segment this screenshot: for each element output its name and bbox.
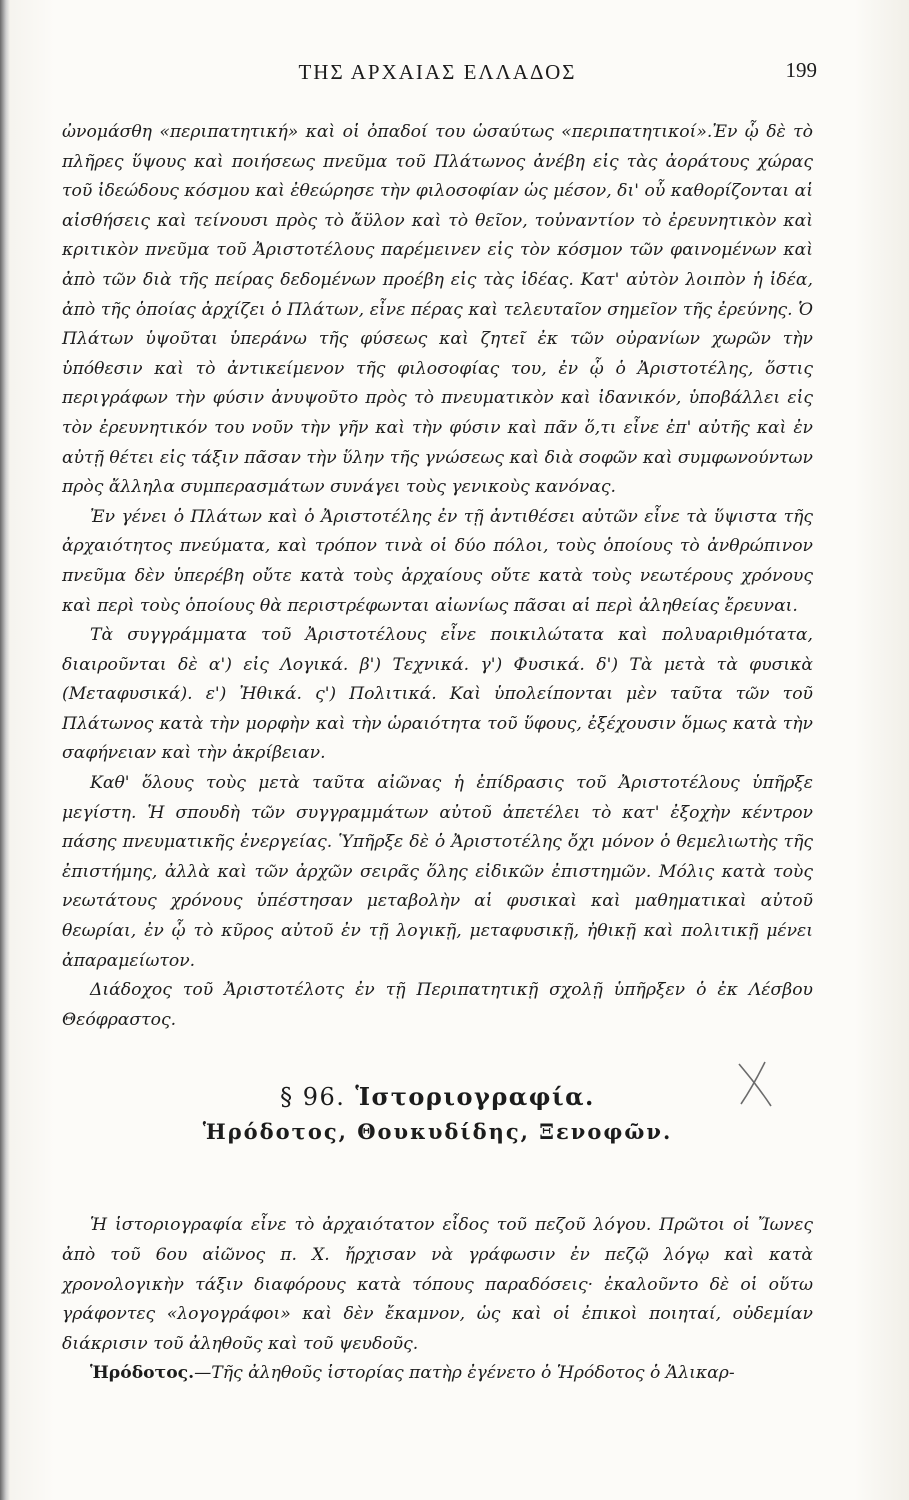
paragraph-herodotus xyxy=(62,1359,813,1389)
section-subtitle: Ἡρόδοτος, Θουκυδίδης, Ξενοφῶν. xyxy=(202,1119,673,1145)
pencil-mark-icon xyxy=(735,1058,775,1110)
herodotus-text: —Τῆς ἀληθοῦς ἱστορίας πατὴρ ἐγένετο ὁ Ἡρόδοτος ὁ Ἁλικαρ- xyxy=(194,1363,735,1384)
paragraph-successor: Διάδοχος τοῦ Ἀριστοτέλοτς ἐν τῇ Περιπατητικῇ σχολῇ ὑπῆρξεν ὁ ἐκ Λέσβου Θεόφραστος. xyxy=(62,980,813,1030)
paragraph-peripatetic: ὠνομάσθη «περιπατητική» καὶ οἱ ὀπαδοί του ὡσαύτως «περιπατητικοί».Ἐν ᾧ δὲ τὸ πλῆρες ὕψους καὶ ποιήσεως πνεῦμα τοῦ Πλάτωνος ἀνέβη εἰς τὰς ἀοράτους χώρας τοῦ ἰδεώδους κόσμου καὶ ἐθεώρησε τὴν φιλοσοφίαν ὡς μέσον, δι' οὗ καθορίζονται αἱ αἰσθήσεις καὶ τείνουσι πρὸς τὸ ἄϋλον καὶ τὸ θεῖον, τοὐναντίον τὸ ἐρευνητικὸν καὶ κριτικὸν πνεῦμα τοῦ Ἀριστοτέλους παρέμεινεν εἰς τὸν κόσμον τῶν φαινομένων καὶ ἀπὸ τῶν διὰ τῆς πείρας δεδομένων προέβη εἰς τὰς ἰδέας. Κατ' αὐτὸν λοιπὸν ἡ ἰδέα, ἀπὸ τῆς ὁποίας ἀρχίζει ὁ Πλάτων, εἶνε πέρας καὶ τελευταῖον σημεῖον τῆς ἐρεύνης. Ὁ Πλάτων ὑψοῦται ὑπεράνω τῆς φύσεως καὶ ζητεῖ ἐκ τῶν οὐρανίων χωρῶν τὴν ὑπόθεσιν καὶ τὸ ἀντικείμενον τῆς φιλοσοφίας του, ἐν ᾧ ὁ Ἀριστοτέλης, ὅστις περιγράφων τὴν φύσιν ἀνυψοῦτο πρὸς τὸ πνευματικὸν καὶ ἰδανικόν, ὑποβάλλει εἰς τὸν ἐρευνητικόν του νοῦν τὴν γῆν καὶ τὴν φύσιν καὶ πᾶν ὅ,τι εἶνε ἐπ' αὐτῆς καὶ ἐν αὐτῇ θέτει εἰς τάξιν πᾶσαν τὴν ὕλην τῆς γνώσεως καὶ διὰ σοφῶν καὶ συμφωνούντων πρὸς ἄλληλα συμπερασμάτων συνάγει τοὺς γενικοὺς κανόνας. xyxy=(62,122,813,498)
page-number: 199 xyxy=(785,58,817,82)
section-title: Ἱστοριογραφία. xyxy=(355,1082,595,1112)
paragraph-influence: Καθ' ὅλους τοὺς μετὰ ταῦτα αἰῶνας ἡ ἐπίδρασις τοῦ Ἀριστοτέλους ὑπῆρξε μεγίστη. Ἡ σπουδὴ τῶν συγγραμμάτων αὐτοῦ ἀπετέλει τὸ κατ' ἐξοχὴν κέντρον πάσης πνευματικῆς ἐνεργείας. Ὑπῆρξε δὲ ὁ Ἀριστοτέλης ὄχι μόνον ὁ θεμελιωτὴς τῆς ἐπιστήμης, ἀλλὰ καὶ τῶν ἀρχῶν σειρᾶς ὅλης εἰδικῶν ἐπιστημῶν. Μόλις κατὰ τοὺς νεωτάτους χρόνους ὑπέστησαν μεταβολὴν αἱ φυσικαὶ καὶ μαθηματικαὶ αὐτοῦ θεωρίαι, ἐν ᾧ τὸ κῦρος αὐτοῦ ἐν τῇ λογικῇ, μεταφυσικῇ, ἠθικῇ καὶ πολιτικῇ μένει ἀπαραμείωτον. xyxy=(62,773,813,971)
paragraph-historiography: Ἡ ἱστοριογραφία εἶνε τὸ ἀρχαιότατον εἶδος τοῦ πεζοῦ λόγου. Πρῶτοι οἱ Ἴωνες ἀπὸ τοῦ 6ου αἰῶνος π. Χ. ἤρχισαν νὰ γράφωσιν ἐν πεζῷ λόγῳ καὶ κατὰ χρονολογικὴν τάξιν διαφόρους κατὰ τόπους παραδόσεις· ἐκαλοῦντο δὲ οἱ οὕτω γράφοντες «λογογράφοι» καὶ δὲν ἔκαμνον, ὡς καὶ οἱ ἐπικοὶ ποιηταί, οὐδεμίαν διάκρισιν τοῦ ἀληθοῦς καὶ τοῦ ψευδοῦς. xyxy=(62,1215,813,1354)
paragraph-plato-aristotle: Ἐν γένει ὁ Πλάτων καὶ ὁ Ἀριστοτέλης ἐν τῇ ἀντιθέσει αὐτῶν εἶνε τὰ ὕψιστα τῆς ἀρχαιότητος πνεύματα, καὶ τρόπον τινὰ οἱ δύο πόλοι, τοὺς ὁποίους τὸ ἀνθρώπινον πνεῦμα δὲν ὑπερέβη οὔτε κατὰ τοὺς ἀρχαίους οὔτε κατὰ τοὺς νεωτέρους χρόνους καὶ περὶ τοὺς ὁποίους θὰ περιστρέφωνται αἰωνίως πᾶσαι αἱ περὶ ἀληθείας ἔρευναι. xyxy=(62,506,813,616)
running-title: ΤΗΣ ΑΡΧΑΙΑΣ ΕΛΛΑΔΟΣ xyxy=(298,60,577,84)
section-number: § 96. xyxy=(280,1083,346,1112)
herodotus-lead: Ἡρόδοτος. xyxy=(90,1363,195,1384)
paragraph-writings: Τὰ συγγράμματα τοῦ Ἀριστοτέλους εἶνε ποικιλώτατα καὶ πολυαριθμότατα, διαιροῦνται δὲ α') εἰς Λογικά. β') Τεχνικά. γ') Φυσικά. δ') Τὰ μετὰ τὰ φυσικὰ (Μεταφυσικά). ε') Ἠθικά. ς') Πολιτικά. Καὶ ὑπολείπονται μὲν ταῦτα τῶν τοῦ Πλάτωνος κατὰ τὴν μορφὴν καὶ τὴν ὡραιότητα τοῦ ὕφους, ἐξέχουσιν ὅμως κατὰ τὴν σαφήνειαν καὶ τὴν ἀκρίβειαν. xyxy=(62,625,813,764)
body-text xyxy=(62,118,813,1389)
section-heading xyxy=(62,1079,813,1149)
running-head xyxy=(62,58,817,96)
